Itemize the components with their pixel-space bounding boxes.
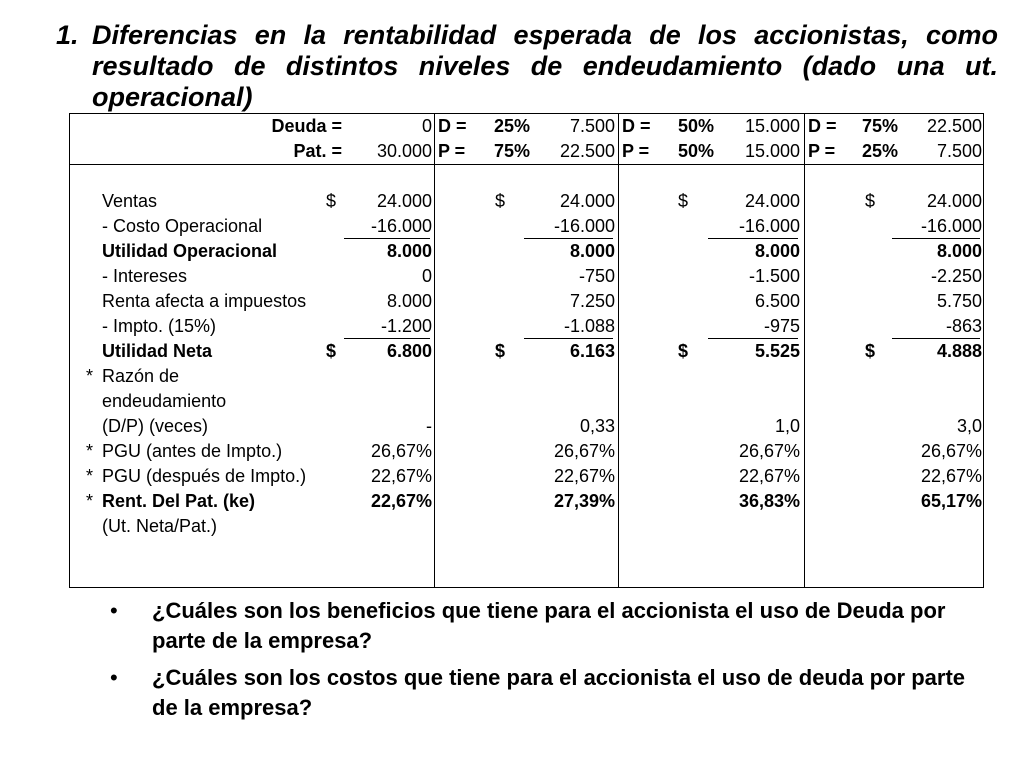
row-value: 6.163 [569,341,615,361]
currency-symbol: $ [865,191,876,211]
currency-symbol: $ [495,341,506,361]
row-label: Utilidad Neta [102,341,213,361]
row-label: Ventas [102,191,158,211]
question-text: ¿Cuáles son los beneficios que tiene para el accionista el uso de Deuda por parte de la empresa? [152,598,946,653]
row-value: 6.500 [754,291,800,311]
row-value: 8.000 [386,241,432,261]
column-divider [804,114,805,587]
row-value: 22,67% [553,466,615,486]
scenario-debt-label: D = [438,116,467,136]
scenario-equity-label: P = [622,141,650,161]
bullet-icon: • [110,665,118,690]
row-value: 8.000 [569,241,615,261]
row-value: 26,67% [738,441,800,461]
header-divider [70,164,983,165]
row-asterisk: * [86,466,94,486]
row-value: -975 [763,316,800,336]
deuda-value: 0 [421,116,432,136]
scenario-debt-value: 22.500 [926,116,982,136]
currency-symbol: $ [495,191,506,211]
row-label: Renta afecta a impuestos [102,291,307,311]
question-item [110,596,990,656]
row-value: 1,0 [774,416,800,436]
row-asterisk: * [86,441,94,461]
scenario-debt-label: D = [622,116,651,136]
row-value: 8.000 [386,291,432,311]
row-value: 26,67% [920,441,982,461]
row-value: 22,67% [920,466,982,486]
row-value: 24.000 [559,191,615,211]
row-asterisk: * [86,366,94,386]
column-divider [618,114,619,587]
row-value: -16.000 [920,216,982,236]
scenario-debt-pct: 25% [493,116,530,136]
row-label: PGU (después de Impto.) [102,466,307,486]
row-asterisk: * [86,491,94,511]
currency-symbol: $ [326,191,337,211]
scenario-equity-pct: 75% [493,141,530,161]
row-label: (Ut. Neta/Pat.) [102,516,218,536]
row-value: 4.888 [936,341,982,361]
row-value: -16.000 [553,216,615,236]
currency-symbol: $ [678,341,689,361]
row-value: 0 [421,266,432,286]
column-divider [434,114,435,587]
row-value: 22,67% [370,466,432,486]
scenario-equity-value: 7.500 [936,141,982,161]
scenario-equity-pct: 50% [677,141,714,161]
currency-symbol: $ [865,341,876,361]
row-value: 24.000 [744,191,800,211]
row-value: -16.000 [738,216,800,236]
row-label: - Intereses [102,266,188,286]
row-value: - [426,416,432,436]
currency-symbol: $ [678,191,689,211]
row-value: 24.000 [376,191,432,211]
row-label: Razón de [102,366,180,386]
question-item [110,663,990,723]
row-value: 3,0 [956,416,982,436]
row-label: Rent. Del Pat. (ke) [102,491,256,511]
row-label: endeudamiento [102,391,227,411]
row-value: -2.250 [930,266,982,286]
row-value: -1.088 [563,316,615,336]
row-value: 36,83% [738,491,800,511]
question-list [110,596,990,730]
row-label: PGU (antes de Impto.) [102,441,283,461]
row-value: 24.000 [926,191,982,211]
deuda-label: Deuda = [271,116,342,136]
row-value: 26,67% [553,441,615,461]
scenario-equity-label: P = [438,141,466,161]
row-label: - Impto. (15%) [102,316,217,336]
row-value: 65,17% [920,491,982,511]
scenario-equity-label: P = [808,141,836,161]
row-value: 22,67% [738,466,800,486]
leverage-table [69,113,984,588]
scenario-debt-pct: 75% [861,116,898,136]
pat-value: 30.000 [376,141,432,161]
slide-title [56,20,998,113]
row-value: 26,67% [370,441,432,461]
scenario-equity-value: 22.500 [559,141,615,161]
row-value: -750 [578,266,615,286]
row-value: 6.800 [386,341,432,361]
title-number: 1. [56,20,79,50]
row-value: -863 [945,316,982,336]
row-label: (D/P) (veces) [102,416,209,436]
row-value: 22,67% [370,491,432,511]
row-value: 0,33 [579,416,615,436]
row-value: -1.500 [748,266,800,286]
scenario-debt-value: 15.000 [744,116,800,136]
title-text: Diferencias en la rentabilidad esperada de los accionistas, como resultado de distintos niveles de endeudamiento (dado una ut. operacional) [92,20,998,112]
scenario-debt-pct: 50% [677,116,714,136]
scenario-debt-value: 7.500 [569,116,615,136]
bullet-icon: • [110,598,118,623]
question-text: ¿Cuáles son los costos que tiene para el accionista el uso de deuda por parte de la empresa? [152,665,966,720]
row-value: 7.250 [569,291,615,311]
scenario-equity-pct: 25% [861,141,898,161]
currency-symbol: $ [326,341,337,361]
row-value: -1.200 [380,316,432,336]
row-label: - Costo Operacional [102,216,263,236]
row-value: 8.000 [936,241,982,261]
row-value: -16.000 [370,216,432,236]
pat-label: Pat. = [293,141,342,161]
row-value: 27,39% [553,491,615,511]
row-label: Utilidad Operacional [102,241,278,261]
row-value: 5.750 [936,291,982,311]
row-value: 5.525 [754,341,800,361]
row-value: 8.000 [754,241,800,261]
scenario-debt-label: D = [808,116,837,136]
scenario-equity-value: 15.000 [744,141,800,161]
